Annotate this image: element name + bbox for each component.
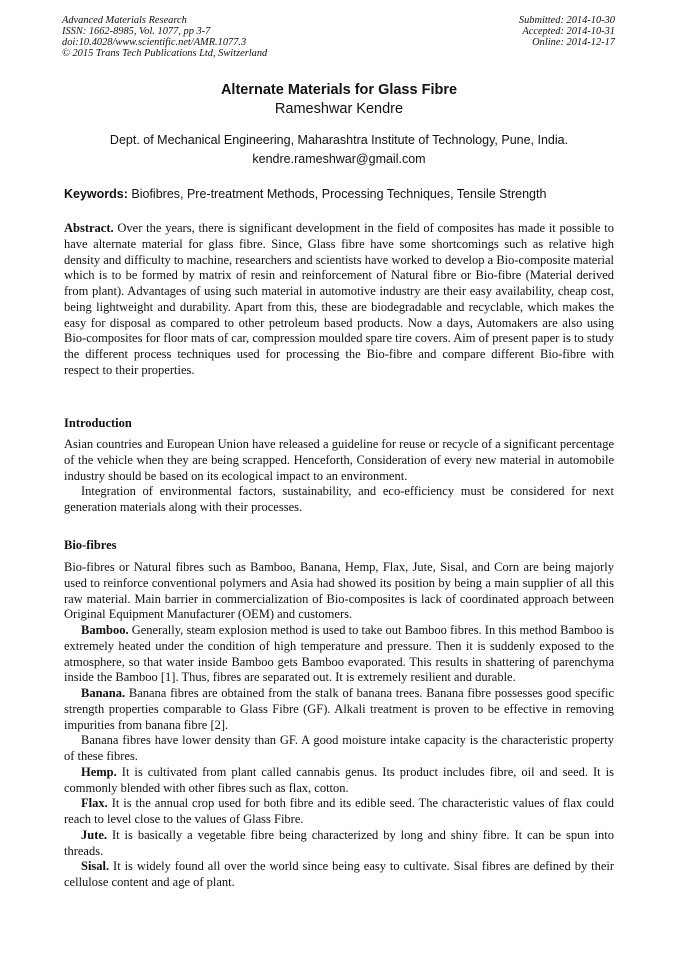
introduction-paragraph-1: Asian countries and European Union have released a guideline for reuse or recycle of a significant percentage of the vehicle when they are being scrapped. Henceforth, Consideration of every new material in automobile industry should be based on its ecological impact to an environment. bbox=[64, 437, 614, 483]
keywords-label: Keywords: bbox=[64, 187, 128, 201]
abstract-block bbox=[64, 221, 614, 379]
journal-issn: ISSN: 1662-8985, Vol. 1077, pp 3-7 bbox=[62, 26, 211, 37]
accepted-date: Accepted: 2014-10-31 bbox=[522, 26, 615, 37]
online-date: Online: 2014-12-17 bbox=[532, 37, 615, 48]
sisal-paragraph bbox=[64, 859, 614, 891]
author-email[interactable]: kendre.rameshwar@gmail.com bbox=[252, 152, 426, 166]
journal-copyright: © 2015 Trans Tech Publications Ltd, Switzerland bbox=[62, 48, 268, 59]
submitted-date: Submitted: 2014-10-30 bbox=[518, 15, 615, 26]
author-affiliation: Dept. of Mechanical Engineering, Maharashtra Institute of Technology, Pune, India. bbox=[109, 133, 569, 147]
banana-text: Banana fibres are obtained from the stalk of banana trees. Banana fibre possesses good specific strength properties comparable to Glass Fibre (GF). Alkali treatment is proven to be effective in removing impurities from banana fibre [2]. bbox=[64, 686, 615, 732]
jute-paragraph bbox=[64, 828, 614, 860]
journal-doi: doi:10.4028/www.scientific.net/AMR.1077.3 bbox=[62, 37, 247, 48]
bamboo-label: Bamboo. bbox=[81, 623, 129, 637]
hemp-text: It is cultivated from plant called cannabis genus. Its product includes fibre, oil and seed. It is commonly blended with other fibres such as flax, cotton. bbox=[64, 764, 614, 795]
banana-paragraph bbox=[64, 686, 614, 733]
biofibres-block bbox=[64, 560, 614, 891]
bamboo-text: Generally, steam explosion method is used to take out Bamboo fibres. In this method Bamboo is extremely heated under the condition of high temperature and pressure. Then it is suddenly exposed to the atmosphere, so that water inside Bamboo gets Bamboo evaporated. This results in shattering of parenchyma inside the Bamboo [1]. Thus, fibres are separated out. It is extremely resilient and durable. bbox=[64, 623, 614, 685]
banana-label: Banana. bbox=[81, 686, 126, 700]
keywords-line bbox=[64, 187, 624, 201]
flax-paragraph bbox=[64, 796, 614, 828]
paper-title: Alternate Materials for Glass Fibre bbox=[220, 82, 458, 98]
author-name: Rameshwar Kendre bbox=[274, 101, 404, 117]
flax-label: Flax. bbox=[81, 796, 108, 811]
biofibres-paragraph-1: Bio-fibres or Natural fibres such as Bamboo, Banana, Hemp, Flax, Jute, Sisal, and Corn are being majorly used to reinforce conventional polymers and Asia had showed its position by being a main supplier of all this raw material. Main barrier in commercialization of Bio-composites is lack of coordinated approach between Original Equipment Manufacturer (OEM) and customers. bbox=[64, 560, 614, 622]
hemp-paragraph bbox=[64, 765, 614, 797]
abstract-text: Over the years, there is significant development in the field of composites has made it possible to have alternate material for glass fibre. Since, Glass fibre have some shortcomings such as relative high density and difficulty to machine, researchers and scientists have worked to develop a Bio-composite material which is to be formed by matrix of resin and reinforcement of Natural fibre or Bio-fibre (Material derived from plant). Advantages of using such material in automotive industry are their easy availability, cheap cost, being lightweight and durability. Apart from this, these are biodegradable and recyclable, which makes the easy for disposal as compared to other petroleum based products. Now a days, Automakers are also using Bio-composites for floor mats of car, compression moulded spare tire covers. Aim of present paper is to study the different process techniques used for processing the Bio-fibre and compare different Bio-fibre with respect to their properties. bbox=[64, 221, 614, 377]
journal-header bbox=[62, 15, 267, 59]
keywords-text: Biofibres, Pre-treatment Methods, Processing Techniques, Tensile Strength bbox=[131, 187, 547, 201]
hemp-label: Hemp. bbox=[81, 764, 117, 779]
abstract-label: Abstract. bbox=[64, 221, 114, 235]
introduction-paragraph-2: Integration of environmental factors, sustainability, and eco-efficiency must be considered for next generation materials along with their processes. bbox=[64, 484, 614, 514]
section-heading-biofibres: Bio-fibres bbox=[64, 538, 117, 552]
banana-paragraph-2: Banana fibres have lower density than GF. A good moisture intake capacity is the characteristic property of these fibres. bbox=[64, 733, 614, 763]
flax-text: It is the annual crop used for both fibre and its edible seed. The characteristic values of flax could reach to level close to the values of Glass Fibre. bbox=[64, 796, 614, 826]
introduction-block bbox=[64, 437, 614, 516]
bamboo-paragraph bbox=[64, 623, 614, 686]
jute-text: It is basically a vegetable fibre being characterized by long and shiny fibre. It can be spun into threads. bbox=[64, 827, 615, 858]
dates-header bbox=[519, 15, 615, 48]
journal-name: Advanced Materials Research bbox=[62, 15, 187, 26]
sisal-label: Sisal. bbox=[81, 859, 110, 874]
section-heading-introduction: Introduction bbox=[64, 416, 132, 430]
jute-label: Jute. bbox=[81, 827, 108, 842]
sisal-text: It is widely found all over the world since being easy to cultivate. Sisal fibres are defined by their cellulose content and age of plant. bbox=[64, 859, 615, 889]
abstract-paragraph bbox=[64, 221, 614, 379]
